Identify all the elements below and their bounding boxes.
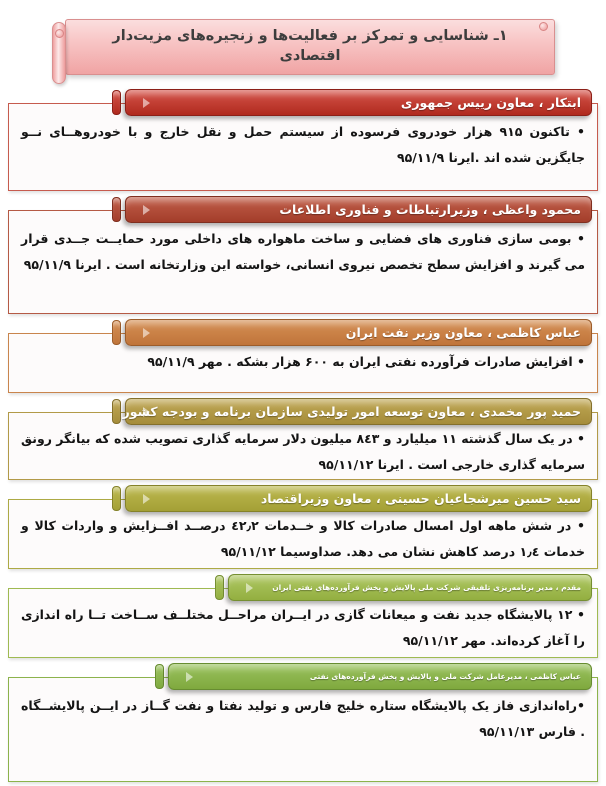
- section-mirshojaeian: [8, 485, 598, 569]
- bar-cap: [215, 575, 224, 600]
- section-header-label: ابتکار ، معاون رییس جمهوری: [400, 95, 581, 110]
- bar-cap: [112, 399, 121, 424]
- bar-cap: [112, 197, 121, 222]
- section-vaezi: [8, 196, 598, 314]
- section-body-box: [8, 677, 598, 782]
- bar-main: [125, 485, 592, 512]
- section-header-label: مقدم ، مدیر برنامه‌ریزی تلفیقی شرکت ملی پالایش و پخش فرآورده‌های نفتی ایران: [272, 583, 581, 592]
- scroll-curl-icon: [539, 22, 548, 31]
- chevron-right-icon: [246, 583, 253, 593]
- bar-main: [125, 89, 592, 116]
- title-banner: [52, 10, 558, 84]
- chevron-right-icon: [186, 672, 193, 682]
- sections-list: [8, 89, 598, 786]
- bar-cap: [112, 486, 121, 511]
- section-header-bar: [112, 89, 592, 116]
- section-body-text: • تاکنون ۹۱۵ هزار خودروی فرسوده از سیستم حمل و نقل خارج و با خودروهــای نــو جایگزین شده اند .ایرنا ۹۵/۱۱/۹: [21, 124, 585, 165]
- section-body-text: •راه‌اندازی فاز یک پالایشگاه ستاره خلیج فارس و تولید نفتا و نفت گــاز در ایــن پالایشــگاه . فارس ۹۵/۱۱/۱۳: [21, 698, 585, 739]
- scroll-curl-icon: [55, 29, 64, 38]
- section-header-label: عباس کاظمی ، معاون وزیر نفت ایران: [345, 325, 581, 340]
- section-header-label: عباس کاظمی ، مدیرعامل شرکت ملی و پالایش و پخش فرآورده‌های نفتی: [309, 672, 581, 681]
- section-moghaddam: [8, 574, 598, 658]
- page-title: ۱ـ شناسایی و تمرکز بر فعالیت‌ها و زنجیره‌های مزیت‌دار اقتصادی: [112, 28, 508, 64]
- bar-main: [228, 574, 592, 601]
- section-header-bar: [112, 398, 592, 425]
- section-body-box: [8, 210, 598, 314]
- chevron-right-icon: [143, 205, 150, 215]
- section-header-bar: [112, 485, 592, 512]
- chevron-right-icon: [143, 98, 150, 108]
- section-kazemi-deputy: [8, 319, 598, 393]
- chevron-right-icon: [143, 407, 150, 417]
- bar-cap: [112, 90, 121, 115]
- section-pourmohammadi: [8, 398, 598, 480]
- section-header-bar: [155, 663, 592, 690]
- bar-main: [122, 398, 592, 425]
- chevron-right-icon: [143, 328, 150, 338]
- bar-cap: [155, 664, 164, 689]
- section-body-box: [8, 103, 598, 191]
- bar-cap: [112, 320, 121, 345]
- bar-main: [125, 319, 592, 346]
- section-body-text: • در شش ماهه اول امسال صادرات کالا و خــدمات ٤٢٫٢ درصــد افــزایش و واردات کالا و خدمات ١٫٤ درصد کاهش نشان می دهد. صداوسیما ۹۵/۱۱/۱۲: [21, 518, 585, 559]
- section-header-label: حمید پور مخمدی ، معاون توسعه امور تولیدی سازمان برنامه و بودجه کشور: [122, 404, 581, 419]
- section-body-text: • بومی سازی فناوری های فضایی و ساخت ماهواره های داخلی مورد حمایــت جــدی قرار می گیرند و افزایش سطح تخصص نیروی انسانی، خواسته این وزارتخانه است . ایرنا ۹۵/۱۱/۹: [21, 231, 585, 272]
- section-ebtekar: [8, 89, 598, 191]
- section-header-label: سید حسین میرشجاعیان حسینی ، معاون وزیراقتصاد: [260, 491, 581, 506]
- section-body-text: • ۱۲ پالایشگاه جدید نفت و میعانات گازی در ایــران مراحــل مختلــف ســاخت تــا راه اندازی را آغاز کرده‌اند. مهر ۹۵/۱۱/۱۲: [21, 607, 586, 648]
- section-kazemi-ceo: [8, 663, 598, 782]
- scroll-roll: [52, 22, 66, 84]
- section-body-text: • افزایش صادرات فرآورده نفتی ایران به ۶۰۰ هزار بشکه . مهر ۹۵/۱۱/۹: [147, 354, 585, 369]
- banner-face: [65, 19, 555, 75]
- section-body-text: • در یک سال گذشته ۱۱ میلیارد و ٨٤٣ میلیون دلار سرمایه گذاری تصویب شده که بیانگر رونق سرمایه گذاری خارجی است . ایرنا ۹۵/۱۱/۱۲: [20, 431, 585, 472]
- bar-main: [168, 663, 592, 690]
- section-header-label: محمود واعظی ، وزیرارتباطات و فناوری اطلاعات: [279, 202, 581, 217]
- section-header-bar: [112, 196, 592, 223]
- chevron-right-icon: [143, 494, 150, 504]
- section-header-bar: [215, 574, 592, 601]
- bar-main: [125, 196, 592, 223]
- section-header-bar: [112, 319, 592, 346]
